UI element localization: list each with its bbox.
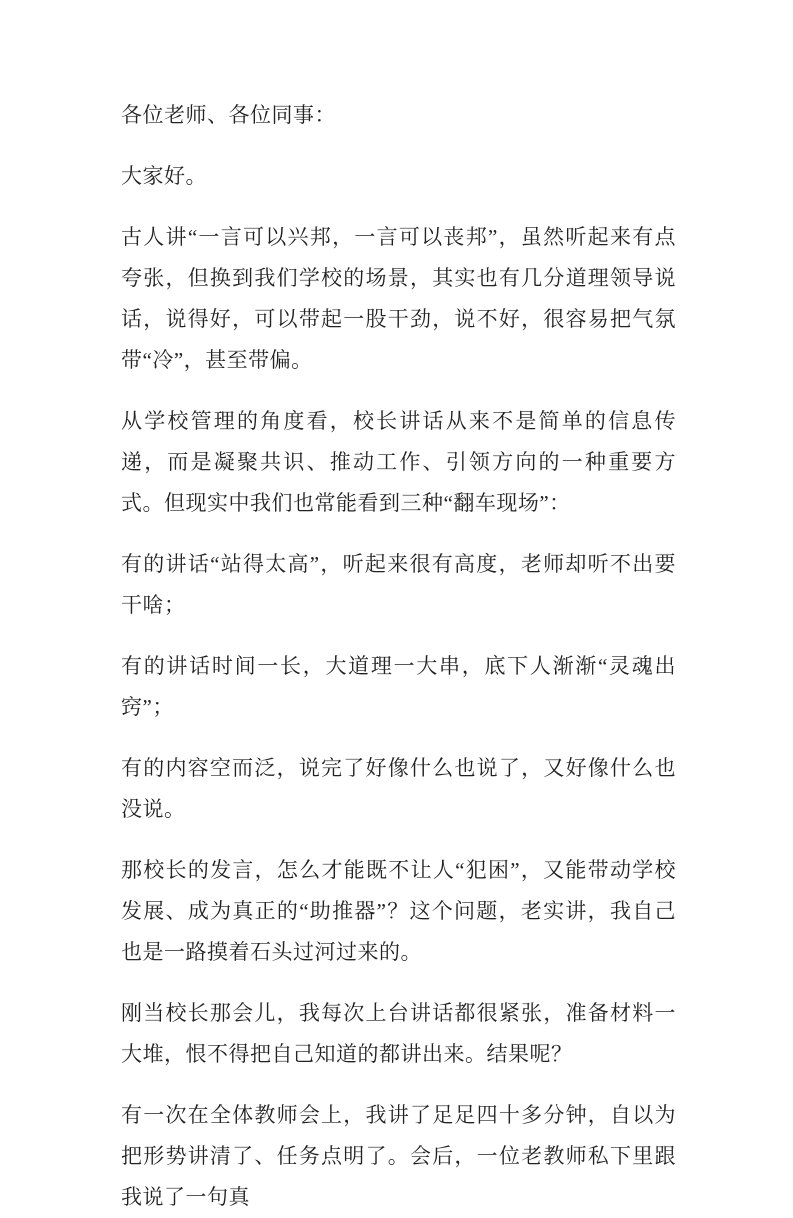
body-paragraph: 有的讲话时间一长，大道理一大串，底下人渐渐“灵魂出窍”； <box>121 654 676 719</box>
body-paragraph: 从学校管理的角度看，校长讲话从来不是简单的信息传递，而是凝聚共识、推动工作、引领方向的一种重要方式。但现实中我们也常能看到三种“翻车现场”： <box>121 409 676 515</box>
body-paragraph: 有的内容空而泛，说完了好像什么也说了，又好像什么也没说。 <box>121 756 676 821</box>
body-paragraph: 有的讲话“站得太高”，听起来很有高度，老师却听不出要干啥； <box>121 552 676 617</box>
body-paragraph: 刚当校长那会儿，我每次上台讲话都很紧张，准备材料一大堆，恨不得把自己知道的都讲出来。结果呢？ <box>121 1001 676 1066</box>
greeting-line: 大家好。 <box>121 164 207 188</box>
body-paragraph: 那校长的发言，怎么才能既不让人“犯困”，又能带动学校发展、成为真正的“助推器”？这个问题，老实讲，我自己也是一路摸着石头过河过来的。 <box>121 858 676 964</box>
body-paragraph: 古人讲“一言可以兴邦，一言可以丧邦”，虽然听起来有点夸张，但换到我们学校的场景，其实也有几分道理领导说话，说得好，可以带起一股干劲，说不好，很容易把气氛带“冷”，甚至带偏。 <box>121 225 676 372</box>
body-paragraph: 有一次在全体教师会上，我讲了足足四十多分钟，自以为把形势讲清了、任务点明了。会后，一位老教师私下里跟我说了一句真 <box>121 1103 676 1209</box>
salutation-line: 各位老师、各位同事： <box>121 103 336 127</box>
